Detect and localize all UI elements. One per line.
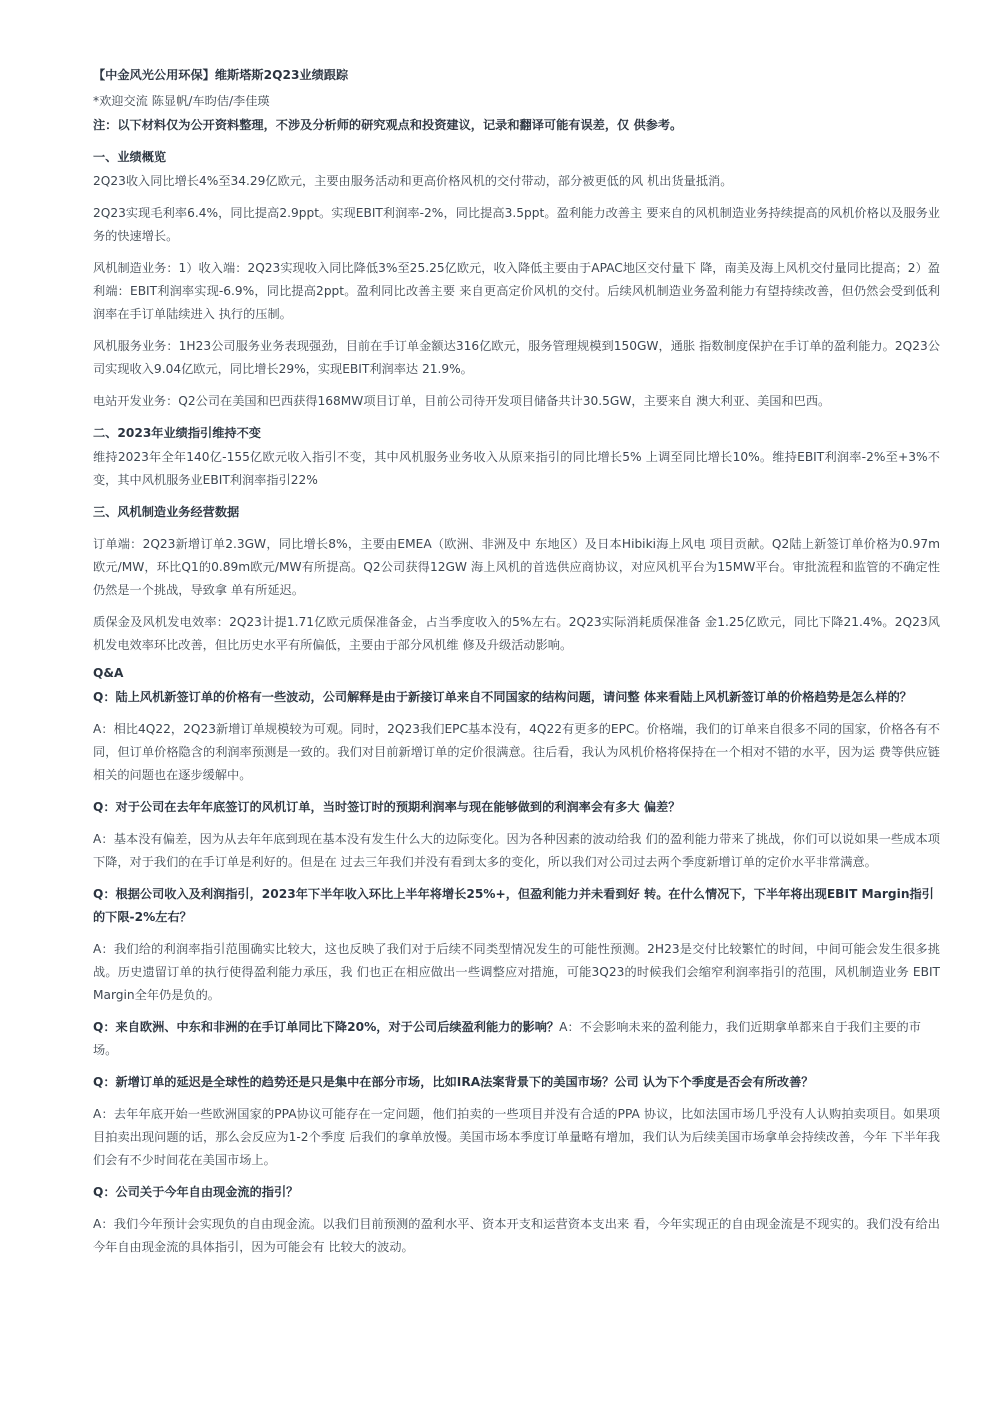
document-title: 【中金风光公用环保】维斯塔斯2Q23业绩跟踪 [93,68,349,82]
paragraph-orders: 订单端：2Q23新增订单2.3GW，同比增长8%，主要由EMEA（欧洲、非洲及中 东地区）及日本Hibiki海上风电 项目贡献。Q2陆上新签订单价格为0.97m欧元/MW，环比Q1的0.89m欧元/MW有所提高。Q2公司获得12GW 海上风机的首选供应商协议，对应风机平台为15MW平台。审批流程和监管的不确定性仍然是一个挑战，导致拿 单有所延迟。 [93,537,940,597]
section-heading-overview: 一、业绩概览 [93,150,167,164]
authors-line: *欢迎交流 陈显帆/车昀佶/李佳瑛 [93,94,270,108]
paragraph-turbine-manufacturing: 风机制造业务：1）收入端：2Q23实现收入同比降低3%至25.25亿欧元，收入降低主要由于APAC地区交付量下 降，南美及海上风机交付量同比提高；2）盈利端：EBIT利润率实现-6.9%，同比提高2ppt。盈利同比改善主要 来自更高定价风机的交付。后续风机制造业务盈利能力有望持续改善，但仍然会受到低利润率在手订单陆续进入 执行的压制。 [93,261,940,321]
paragraph-guidance: 维持2023年全年140亿-155亿欧元收入指引不变，其中风机服务业务收入从原来指引的同比增长5% 上调至同比增长10%。维持EBIT利润率-2%至+3%不变，其中风机服务业EBIT利润率指引22% [93,450,940,487]
question-2: Q：对于公司在去年年底签订的风机订单，当时签订时的预期利润率与现在能够做到的利润率会有多大 偏差？ [93,800,681,814]
question-3: Q：根据公司收入及利润指引，2023年下半年收入环比上半年将增长25%+，但盈利能力并未看到好 转。在什么情况下，下半年将出现EBIT Margin指引的下限-2%左右？ [93,887,934,924]
paragraph-power-plant-development: 电站开发业务：Q2公司在美国和巴西获得168MW项目订单，目前公司待开发项目储备共计30.5GW，主要来自 澳大利亚、美国和巴西。 [93,394,831,408]
answer-6: A：我们今年预计会实现负的自由现金流。以我们目前预测的盈利水平、资本开支和运营资本支出来 看，今年实现正的自由现金流是不现实的。我们没有给出今年自由现金流的具体指引，因为可能会有 比较大的波动。 [93,1217,940,1254]
paragraph-revenue: 2Q23收入同比增长4%至34.29亿欧元，主要由服务活动和更高价格风机的交付带动，部分被更低的风 机出货量抵消。 [93,174,733,188]
section-heading-operations: 三、风机制造业务经营数据 [93,505,240,519]
answer-5: A：去年年底开始一些欧洲国家的PPA协议可能存在一定问题，他们拍卖的一些项目并没有合适的PPA 协议，比如法国市场几乎没有人认购拍卖项目。如果项目拍卖出现问题的话，那么会反应为1-2个季度 后我们的拿单放慢。美国市场本季度订单量略有增加，我们认为后续美国市场拿单会持续改善，今年 下半年我们会有不少时间花在美国市场上。 [93,1107,940,1167]
question-4: Q：来自欧洲、中东和非洲的在手订单同比下降20%，对于公司后续盈利能力的影响？ [93,1020,560,1034]
answer-1: A：相比4Q22，2Q23新增订单规模较为可观。同时，2Q23我们EPC基本没有，4Q22有更多的EPC。价格端，我们的订单来自很多不同的国家，价格各有不同，但订单价格隐含的利润率预测是一致的。我们对目前新增订单的定价很满意。往后看，我认为风机价格将保持在一个相对不错的水平，因为运 费等供应链相关的问题也在逐步缓解中。 [93,722,940,782]
qa-item-4 [93,1016,940,1062]
section-heading-guidance: 二、2023年业绩指引维持不变 [93,426,261,440]
answer-4: A：不会影响未来的盈利能力，我们近期拿单都来自于我们主要的市场。 [93,1020,921,1057]
question-1: Q：陆上风机新签订单的价格有一些波动，公司解释是由于新接订单来自不同国家的结构问题，请问整 体来看陆上风机新签订单的价格趋势是怎么样的？ [93,690,912,704]
question-6: Q：公司关于今年自由现金流的指引？ [93,1185,299,1199]
qa-heading: Q&A [93,666,124,680]
paragraph-margin: 2Q23实现毛利率6.4%，同比提高2.9ppt。实现EBIT利润率-2%，同比提高3.5ppt。盈利能力改善主 要来自的风机制造业务持续提高的风机价格以及服务业务的快速增长。 [93,206,940,243]
answer-3: A：我们给的利润率指引范围确实比较大，这也反映了我们对于后续不同类型情况发生的可能性预测。2H23是交付比较繁忙的时间，中间可能会发生很多挑战。历史遗留订单的执行使得盈利能力承压，我 们也正在相应做出一些调整应对措施，可能3Q23的时候我们会缩窄利润率指引的范围，风机制造业务 EBIT Margin全年仍是负的。 [93,942,940,1002]
paragraph-warranty: 质保金及风机发电效率：2Q23计提1.71亿欧元质保准备金，占当季度收入的5%左右。2Q23实际消耗质保准备 金1.25亿欧元，同比下降21.4%。2Q23风机发电效率环比改善，但比历史水平有所偏低，主要由于部分风机维 修及升级活动影响。 [93,615,940,652]
answer-2: A：基本没有偏差，因为从去年年底到现在基本没有发生什么大的边际变化。因为各种因素的波动给我 们的盈利能力带来了挑战，你们可以说如果一些成本项下降，对于我们的在手订单是利好的。但是在 过去三年我们并没有看到太多的变化，所以我们对公司过去两个季度新增订单的定价水平非常满意。 [93,832,940,869]
disclaimer-note: 注：以下材料仅为公开资料整理，不涉及分析师的研究观点和投资建议，记录和翻译可能有误差，仅 供参考。 [93,118,683,132]
paragraph-turbine-service: 风机服务业务：1H23公司服务业务表现强劲，目前在手订单金额达316亿欧元，服务管理规模到150GW，通胀 指数制度保护在手订单的盈利能力。2Q23公司实现收入9.04亿欧元，同比增长29%，实现EBIT利润率达 21.9%。 [93,339,940,376]
question-5: Q：新增订单的延迟是全球性的趋势还是只是集中在部分市场，比如IRA法案背景下的美国市场？公司 认为下个季度是否会有所改善？ [93,1075,814,1089]
